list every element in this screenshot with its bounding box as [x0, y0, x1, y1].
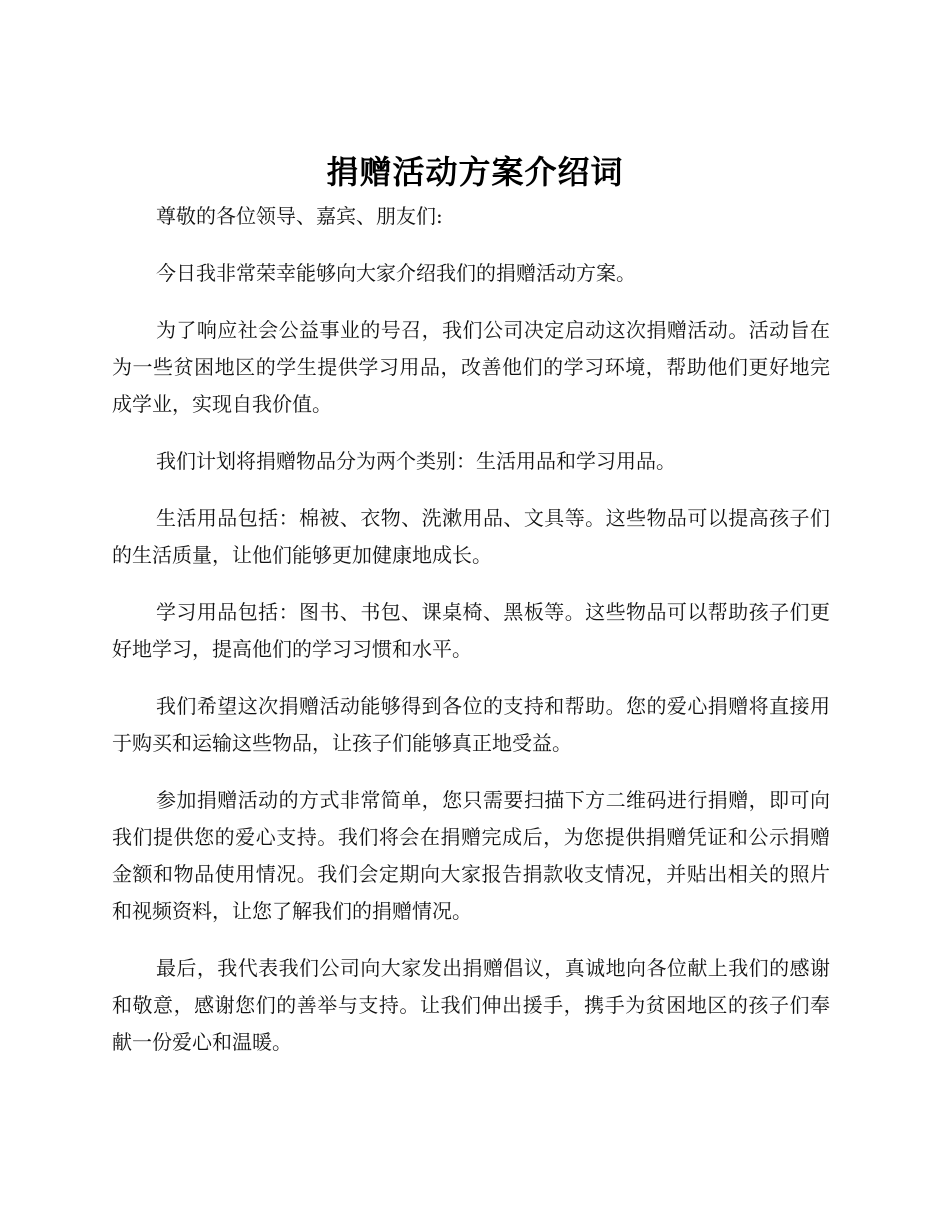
paragraph-categories: 我们计划将捐赠物品分为两个类别：生活用品和学习用品。 — [156, 449, 676, 473]
document-body — [112, 198, 830, 1081]
paragraph-support: 我们希望这次捐赠活动能够得到各位的支持和帮助。您的爱心捐赠将直接用于购买和运输这些物品，让孩子们能够真正地受益。 — [112, 694, 830, 755]
paragraph-how-to-donate: 参加捐赠活动的方式非常简单，您只需要扫描下方二维码进行捐赠，即可向我们提供您的爱心支持。我们将会在捐赠完成后，为您提供捐赠凭证和公示捐赠金额和物品使用情况。我们会定期向大家报告捐款收支情况，并贴出相关的照片和视频资料，让您了解我们的捐赠情况。 — [112, 788, 830, 923]
paragraph-closing: 最后，我代表我们公司向大家发出捐赠倡议，真诚地向各位献上我们的感谢和敬意，感谢您们的善举与支持。让我们伸出援手，携手为贫困地区的孩子们奉献一份爱心和温暖。 — [112, 956, 830, 1054]
paragraph-study-supplies: 学习用品包括：图书、书包、课桌椅、黑板等。这些物品可以帮助孩子们更好地学习，提高他们的学习习惯和水平。 — [112, 600, 830, 661]
paragraph-purpose: 为了响应社会公益事业的号召，我们公司决定启动这次捐赠活动。活动旨在为一些贫困地区的学生提供学习用品，改善他们的学习环境，帮助他们更好地完成学业，实现自我价值。 — [112, 318, 830, 416]
paragraph-intro: 今日我非常荣幸能够向大家介绍我们的捐赠活动方案。 — [156, 261, 636, 285]
document-title: 捐赠活动方案介绍词 — [326, 153, 624, 191]
paragraph-daily-supplies: 生活用品包括：棉被、衣物、洗漱用品、文具等。这些物品可以提高孩子们的生活质量，让他们能够更加健康地成长。 — [112, 506, 830, 567]
paragraph-greeting: 尊敬的各位领导、嘉宾、朋友们: — [156, 204, 443, 228]
